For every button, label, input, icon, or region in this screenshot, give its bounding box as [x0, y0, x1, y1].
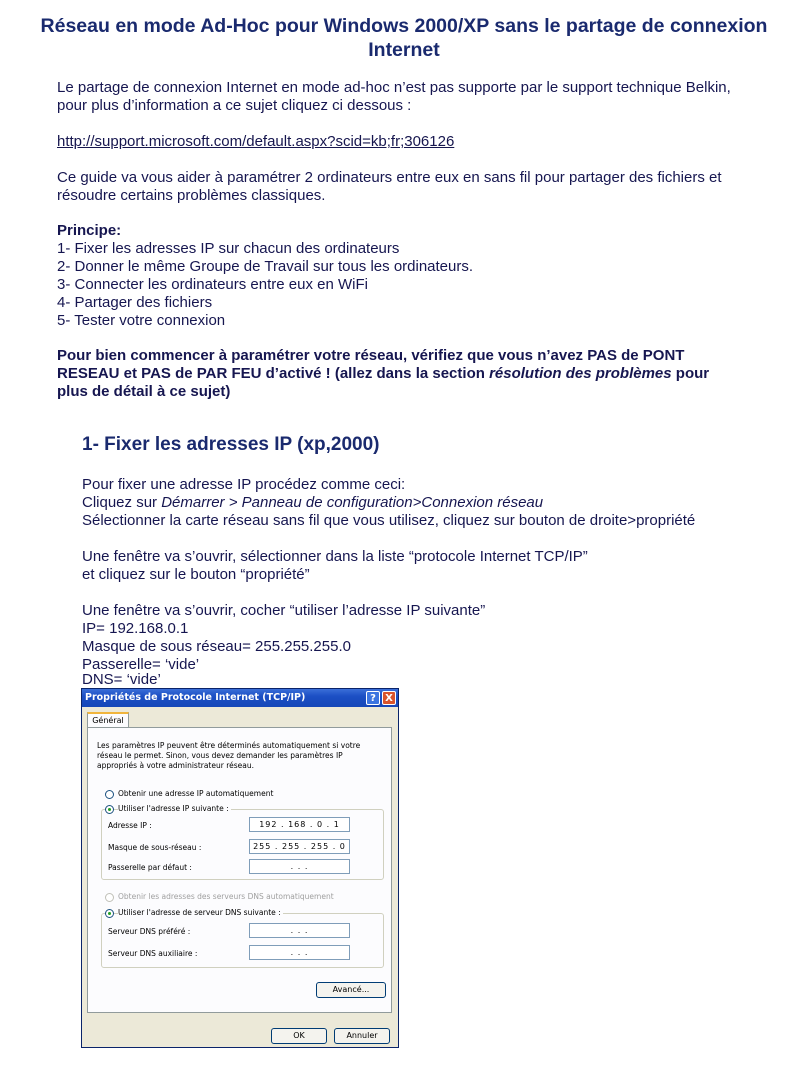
- help-button[interactable]: ?: [366, 691, 380, 705]
- gateway-field[interactable]: . . .: [249, 859, 350, 874]
- preferred-dns-field[interactable]: . . .: [249, 923, 350, 938]
- warning-italic-section: résolution des problèmes: [489, 365, 672, 382]
- section-line: Masque de sous réseau= 255.255.255.0: [82, 638, 351, 655]
- section-heading: 1- Fixer les adresses IP (xp,2000): [82, 434, 380, 455]
- microsoft-support-link[interactable]: http://support.microsoft.com/default.aspx?scid=kb;fr;306126: [57, 133, 455, 150]
- dns2-label: Serveur DNS auxiliaire :: [108, 949, 198, 958]
- gateway-label: Passerelle par défaut :: [108, 863, 192, 872]
- tab-general[interactable]: Général: [87, 712, 129, 728]
- section-line: Sélectionner la carte réseau sans fil que vous utilisez, cliquez sur bouton de droite>propriété: [82, 512, 696, 529]
- alternate-dns-field[interactable]: . . .: [249, 945, 350, 960]
- principe-step: 2- Donner le même Groupe de Travail sur tous les ordinateurs.: [57, 258, 474, 275]
- section-line: Cliquez sur Démarrer > Panneau de configuration>Connexion réseau: [82, 494, 544, 511]
- close-button[interactable]: X: [382, 691, 396, 705]
- ip-address-field[interactable]: 192 . 168 . 0 . 1: [249, 817, 350, 832]
- subnet-mask-field[interactable]: 255 . 255 . 255 . 0: [249, 839, 350, 854]
- section-line: Une fenêtre va s’ouvrir, cocher “utiliser l’adresse IP suivante”: [82, 602, 486, 619]
- principe-heading: Principe:: [57, 222, 122, 239]
- auto-dns-radio[interactable]: [105, 893, 114, 902]
- menu-path: Démarrer > Panneau de configuration>Connexion réseau: [161, 494, 544, 511]
- document-title: Réseau en mode Ad-Hoc pour Windows 2000/XP sans le partage de connexion Internet: [40, 15, 768, 61]
- dialog-title: Propriétés de Protocole Internet (TCP/IP): [82, 689, 398, 707]
- intro-line-1: Le partage de connexion Internet en mode ad-hoc n’est pas supporte par le support technique Belkin,: [57, 79, 731, 96]
- section-line: Pour fixer une adresse IP procédez comme ceci:: [82, 476, 406, 493]
- guide-line-1: Ce guide va vous aider à paramétrer 2 ordinateurs entre eux en sans fil pour partager des fichiers et: [57, 169, 722, 186]
- warning-line-2: RESEAU et PAS de PAR FEU d’activé ! (allez dans la section résolution des problèmes pour: [57, 365, 710, 382]
- ok-button[interactable]: OK: [271, 1028, 327, 1044]
- principe-step: 5- Tester votre connexion: [57, 312, 226, 329]
- tcpip-properties-dialog: [81, 688, 399, 1048]
- general-panel: [87, 727, 392, 1013]
- advanced-button[interactable]: Avancé...: [316, 982, 386, 998]
- cancel-button[interactable]: Annuler: [334, 1028, 390, 1044]
- desc-line: Les paramètres IP peuvent être déterminés automatiquement si votre: [97, 741, 361, 750]
- section-line: DNS= ‘vide’: [82, 671, 161, 688]
- desc-line: réseau le permet. Sinon, vous devez demander les paramètres IP: [97, 751, 343, 760]
- static-dns-radio[interactable]: [105, 909, 114, 918]
- warning-line-1: Pour bien commencer à paramétrer votre réseau, vérifiez que vous n’avez PAS de PONT: [57, 347, 685, 364]
- section-line: Passerelle= ‘vide’: [82, 656, 200, 673]
- dns1-label: Serveur DNS préféré :: [108, 927, 191, 936]
- static-ip-label: Utiliser l'adresse IP suivante :: [118, 804, 229, 813]
- guide-line-2: résoudre certains problèmes classiques.: [57, 187, 326, 204]
- intro-line-2: pour plus d’information a ce sujet cliquez ci dessous :: [57, 97, 412, 114]
- static-dns-label: Utiliser l'adresse de serveur DNS suivante :: [118, 908, 281, 917]
- principe-step: 3- Connecter les ordinateurs entre eux en WiFi: [57, 276, 368, 293]
- warning-line-3: plus de détail à ce sujet): [57, 383, 231, 400]
- auto-ip-radio[interactable]: [105, 790, 114, 799]
- section-line: et cliquez sur le bouton “propriété”: [82, 566, 310, 583]
- mask-label: Masque de sous-réseau :: [108, 843, 202, 852]
- principe-step: 1- Fixer les adresses IP sur chacun des ordinateurs: [57, 240, 400, 257]
- principe-step: 4- Partager des fichiers: [57, 294, 213, 311]
- section-line: IP= 192.168.0.1: [82, 620, 189, 637]
- section-line: Une fenêtre va s’ouvrir, sélectionner dans la liste “protocole Internet TCP/IP”: [82, 548, 588, 565]
- auto-ip-label: Obtenir une adresse IP automatiquement: [118, 789, 274, 798]
- ip-label: Adresse IP :: [108, 821, 152, 830]
- auto-dns-label: Obtenir les adresses des serveurs DNS automatiquement: [118, 892, 334, 901]
- static-ip-radio[interactable]: [105, 805, 114, 814]
- desc-line: appropriés à votre administrateur réseau.: [97, 761, 254, 770]
